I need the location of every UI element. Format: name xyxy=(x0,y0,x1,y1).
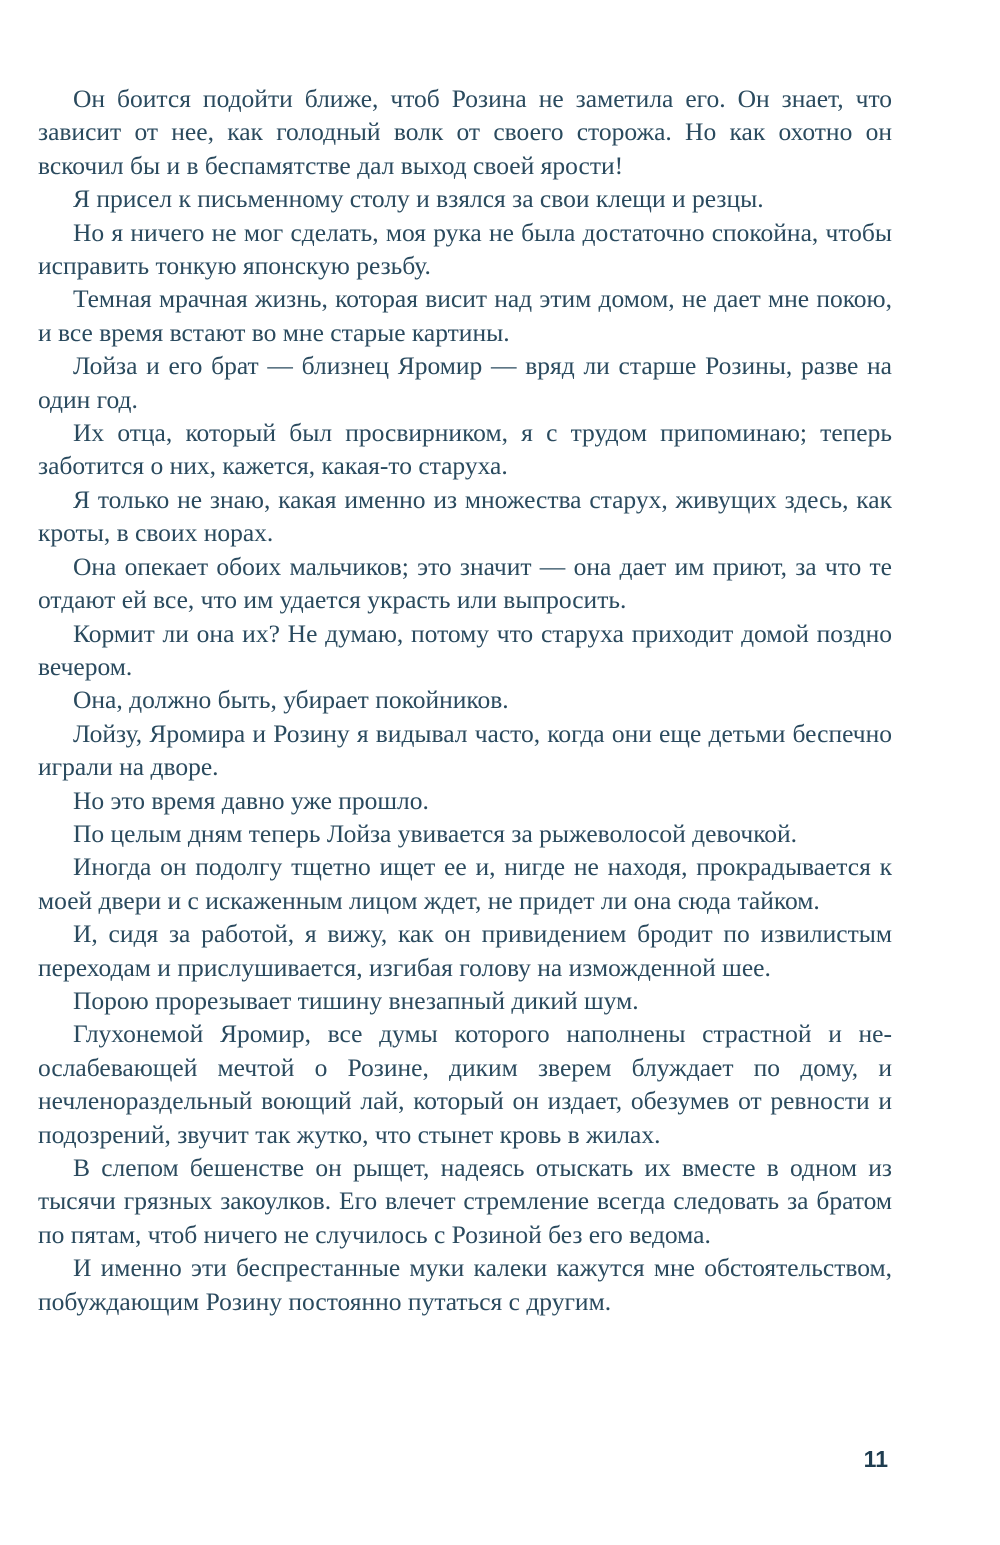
paragraph: Лойза и его брат — близнец Яромир — вряд ли старше Розины, разве на один год. xyxy=(38,351,892,414)
paragraph: И именно эти беспрестанные муки калеки кажутся мне обстоятельством, побуждающим Розину постоянно путаться с другим. xyxy=(38,1253,892,1316)
paragraph: Он боится подойти ближе, чтоб Розина не заметила его. Он знает, что зависит от нее, как голодный волк от своего сторожа. Но как охотно он вскочил бы и в беспамятстве дал выход своей ярости! xyxy=(38,84,892,180)
paragraph: Но я ничего не мог сделать, моя рука не была достаточно спокойна, чтобы исправить тонкую японскую резьбу. xyxy=(38,217,892,281)
page-number: 11 xyxy=(863,1446,888,1472)
paragraph: Она, должно быть, убирает покойников. xyxy=(73,685,509,715)
body-text xyxy=(38,82,892,1318)
paragraph: Я присел к письменному столу и взялся за свои клещи и резцы. xyxy=(73,184,764,214)
paragraph: Иногда он подолгу тщетно ищет ее и, нигде не находя, прокрадывается к моей двери и с искаженным лицом ждет, не придет ли она сюда тайком. xyxy=(38,852,892,915)
paragraph: В слепом бешенстве он рыщет, надеясь отыскать их вместе в одном из тысячи грязных закоулков. Его влечет стремление всегда следовать за братом по пятам, чтоб ничего не случилось с Розиной без его ведома. xyxy=(38,1153,892,1249)
paragraph: Она опекает обоих мальчиков; это значит — она дает им приют, за что те отдают ей все, что им удается украсть или выпросить. xyxy=(38,551,892,615)
paragraph: Лойзу, Яромира и Розину я видывал часто, когда они еще детьми беспечно играли на дворе. xyxy=(38,718,892,782)
paragraph: Но это время давно уже прошло. xyxy=(73,785,429,815)
paragraph: Их отца, который был просвирником, я с трудом припоминаю; теперь заботится о них, кажется, какая-то старуха. xyxy=(38,418,892,481)
paragraph: По целым дням теперь Лойза увивается за рыжеволосой девочкой. xyxy=(73,818,798,848)
paragraph: Я только не знаю, какая именно из множества старух, живущих здесь, как кроты, в своих норах. xyxy=(38,484,892,548)
paragraph: Кормит ли она их? Не думаю, потому что старуха приходит домой поздно вечером. xyxy=(38,618,892,681)
paragraph: Глухонемой Яромир, все думы которого наполнены страстной и неослабевающей мечтой о Розине, диким зверем блуждает по дому, и нечленораздельный воющий лай, который он издает, обезумев от ревности и подозрений, звучит так жутко, что стынет кровь в жилах. xyxy=(38,1019,892,1149)
paragraph: Порою прорезывает тишину внезапный дикий шум. xyxy=(73,985,639,1015)
paragraph: И, сидя за работой, я вижу, как он привидением бродит по извилистым переходам и прислушивается, изгибая голову на изможденной шее. xyxy=(38,919,892,982)
paragraph: Темная мрачная жизнь, которая висит над этим домом, не дает мне покою, и все время встают во мне старые картины. xyxy=(38,284,892,347)
